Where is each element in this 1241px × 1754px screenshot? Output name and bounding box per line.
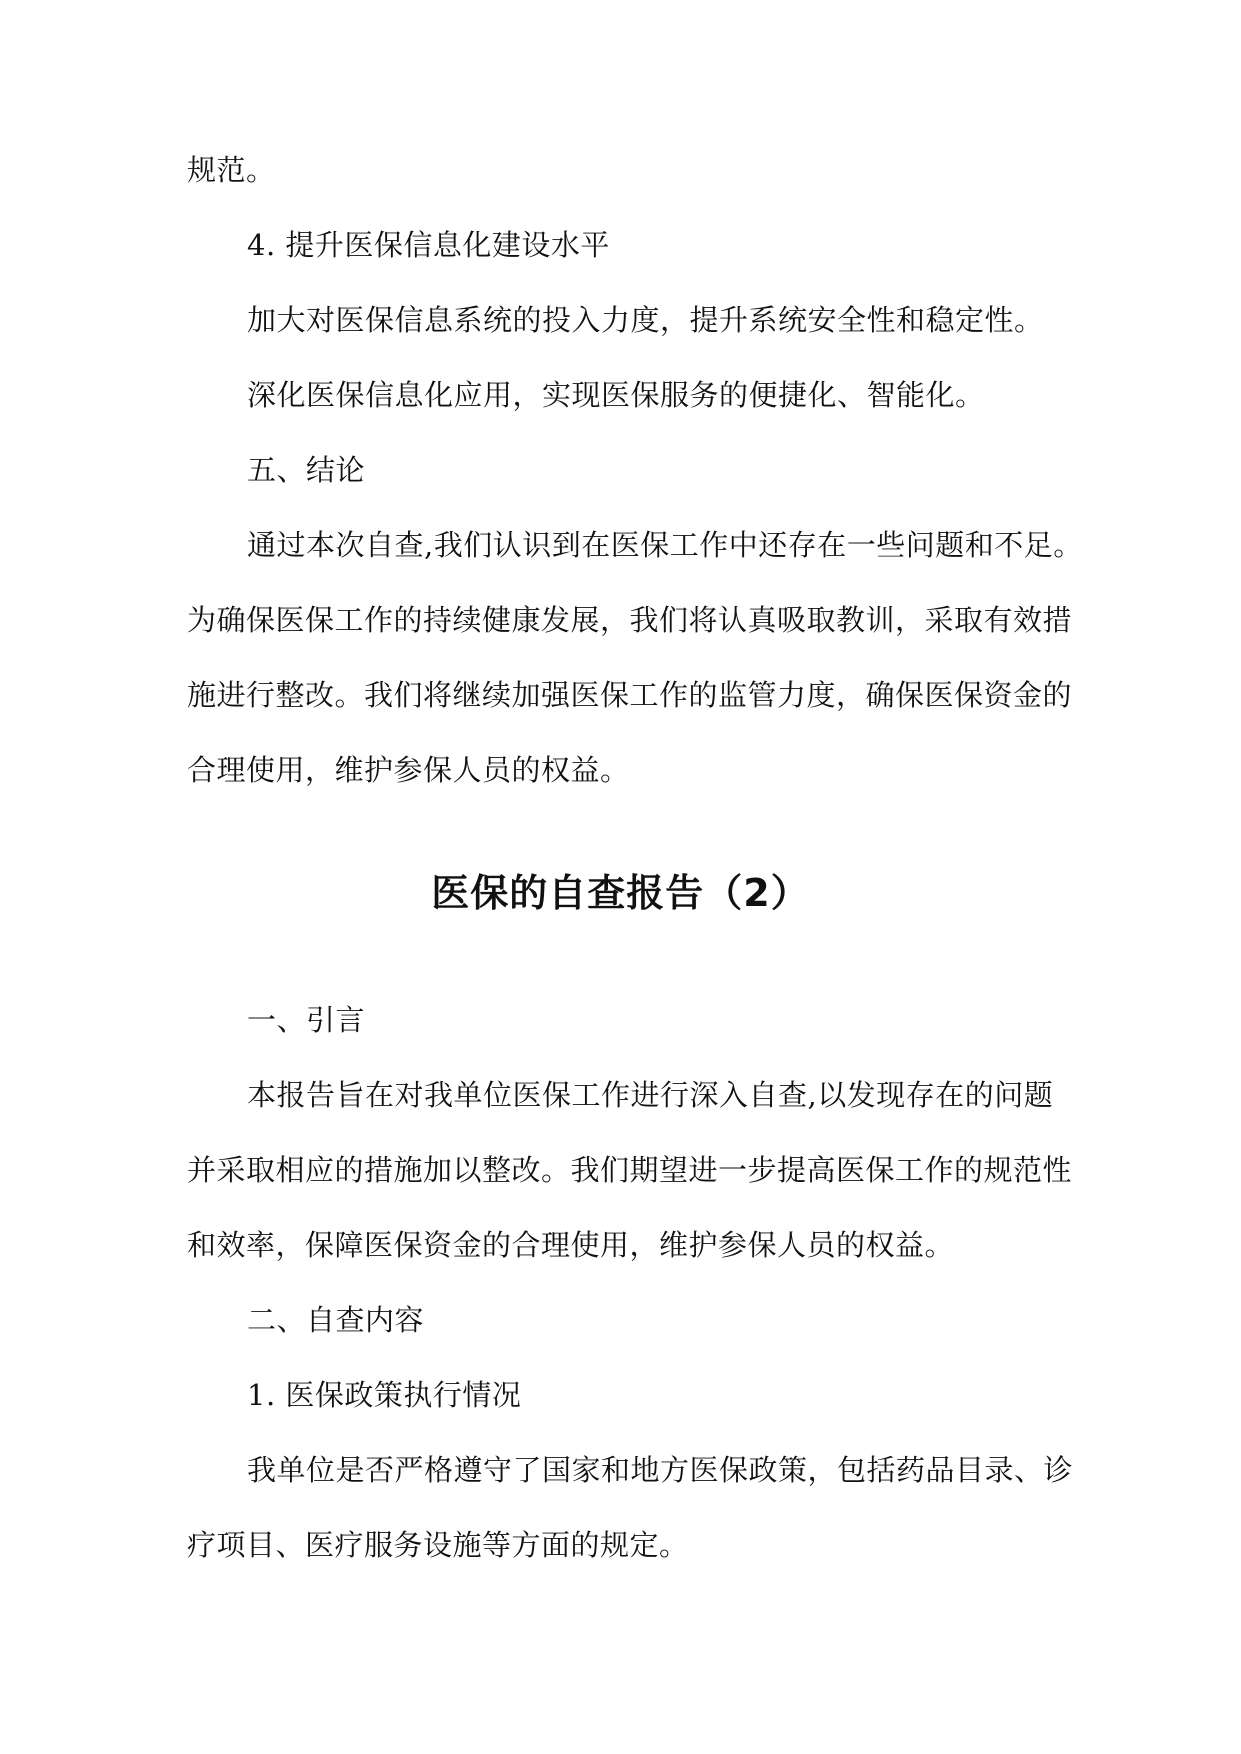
conclusion-line: 为确保医保工作的持续健康发展，我们将认真吸取教训，采取有效措 <box>187 603 1073 637</box>
conclusion-line: 通过本次自查,我们认识到在医保工作中还存在一些问题和不足。 <box>247 528 1083 562</box>
intro-line: 本报告旨在对我单位医保工作进行深入自查,以发现存在的问题 <box>247 1078 1054 1112</box>
continued-text: 规范。 <box>187 153 276 187</box>
section2-heading: 二、自查内容 <box>247 1303 425 1337</box>
item4-heading: 4. 提升医保信息化建设水平 <box>247 228 610 262</box>
item1-heading: 1. 医保政策执行情况 <box>247 1378 522 1412</box>
item4-paragraph-2: 深化医保信息化应用，实现医保服务的便捷化、智能化。 <box>247 378 985 412</box>
conclusion-line: 施进行整改。我们将继续加强医保工作的监管力度，确保医保资金的 <box>187 678 1073 712</box>
item1-line: 疗项目、医疗服务设施等方面的规定。 <box>187 1528 689 1562</box>
section5-heading: 五、结论 <box>247 453 366 487</box>
report-title: 医保的自查报告（2） <box>431 871 810 915</box>
item4-paragraph-1: 加大对医保信息系统的投入力度，提升系统安全性和稳定性。 <box>247 303 1044 337</box>
intro-line: 和效率，保障医保资金的合理使用，维护参保人员的权益。 <box>187 1228 955 1262</box>
item1-line: 我单位是否严格遵守了国家和地方医保政策，包括药品目录、诊 <box>247 1453 1074 1487</box>
conclusion-line: 合理使用，维护参保人员的权益。 <box>187 753 630 787</box>
intro-line: 并采取相应的措施加以整改。我们期望进一步提高医保工作的规范性 <box>187 1153 1073 1187</box>
section1-heading: 一、引言 <box>247 1003 366 1037</box>
